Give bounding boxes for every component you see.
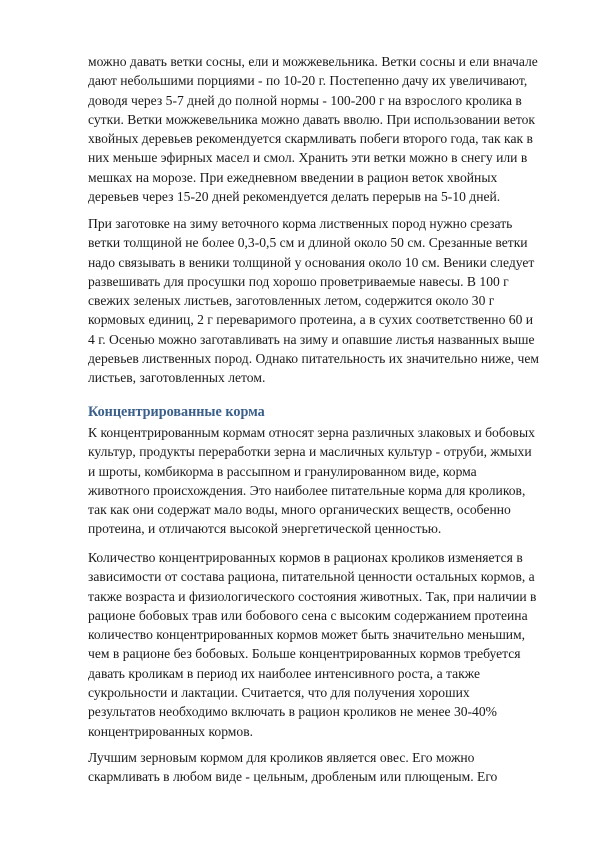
paragraph-line: так как они содержат мало воды, много органических веществ, особенно [88, 502, 511, 518]
paragraph-line: мешках на морозе. При ежедневном введении в рацион веток хвойных [88, 169, 498, 185]
paragraph-line: дают небольшими порциями - по 10-20 г. Постепенно дачу их увеличивают, [88, 73, 528, 89]
paragraph-line: Лучшим зерновым кормом для кроликов является овес. Его можно [88, 750, 475, 765]
paragraph-line: скармливать в любом виде - цельным, дробленым или плющеным. Его [88, 769, 498, 785]
paragraph-line: количество концентрированных кормов может быть значительно меньшим, [88, 627, 526, 643]
paragraph-line: результатов необходимо включать в рацион кроликов не менее 30-40% [88, 704, 497, 720]
paragraph-line: свежих зеленых листьев, заготовленных летом, содержится около 30 г [88, 293, 495, 309]
paragraph-line: 4 г. Осенью можно заготавливать на зиму и опавшие листья названных выше [88, 331, 535, 347]
paragraph-line: животного происхождения. Это наиболее питательные корма для кроликов, [88, 482, 526, 498]
paragraph-line: них меньше эфирных масел и смол. Хранить эти ветки можно в снегу или в [88, 150, 528, 166]
paragraph-line: листьев, заготовленных летом. [88, 370, 266, 386]
paragraph-line: При заготовке на зиму веточного корма лиственных пород нужно срезать [88, 216, 513, 231]
paragraph-line: К концентрированным кормам относят зерна различных злаковых и бобовых [88, 425, 535, 440]
paragraph-conifer-branches [88, 52, 538, 206]
paragraph-line: надо связывать в веники толщиной у основания около 10 см. Веники следует [88, 254, 535, 270]
paragraph-oats [88, 748, 538, 787]
paragraph-line: сукрольности и лактации. Считается, что для получения хороших [88, 685, 470, 701]
paragraph-deciduous-branches [88, 214, 538, 388]
paragraph-line: также возраста и физиологического состояния животных. Так, при наличии в [88, 588, 537, 604]
paragraph-line: кормовых единиц, 2 г переваримого протеина, а в сухих соответственно 60 и [88, 312, 534, 328]
paragraph-line: культур, продукты переработки зерна и масличных культур - отруби, жмыхи [88, 444, 532, 460]
paragraph-line: развешивать для просушки под хорошо проветриваемые навесы. В 100 г [88, 273, 509, 289]
paragraph-line: концентрированных кормов. [88, 723, 254, 739]
paragraph-line: доводя через 5-7 дней до полной нормы - 100-200 г на взрослого кролика в [88, 92, 522, 108]
paragraph-line: давать кроликам в период их наиболее интенсивного роста, а также [88, 665, 481, 681]
paragraph-line: деревьев через 15-20 дней рекомендуется делать перерыв на 5-10 дней. [88, 189, 501, 205]
paragraph-feed-amount [88, 548, 538, 741]
paragraph-line: зависимости от состава рациона, питательной ценности остальных кормов, а [88, 569, 535, 585]
paragraph-line: ветки толщиной не более 0,3-0,5 см и длиной около 50 см. Срезанные ветки [88, 235, 528, 251]
paragraph-line: сутки. Ветки можжевельника можно давать вволю. При использовании веток [88, 111, 536, 127]
paragraph-line: можно давать ветки сосны, ели и можжевельника. Ветки сосны и ели вначале [88, 54, 538, 69]
paragraph-line: протеина, и отличаются высокой энергетической ценностью. [88, 521, 442, 537]
paragraph-line: деревьев лиственных пород. Однако питательность их значительно ниже, чем [88, 351, 539, 367]
paragraph-line: рационе бобовых трав или бобового сена с высоким содержанием протеина [88, 607, 528, 623]
section-heading: Концентрированные корма [88, 404, 265, 420]
paragraph-concentrated-feeds [88, 423, 538, 539]
paragraph-line: Количество концентрированных кормов в рационах кроликов изменяется в [88, 550, 523, 565]
paragraph-line: и шроты, комбикорма в рассыпном и гранулированном виде, корма [88, 463, 477, 479]
paragraph-line: хвойных деревьев рекомендуется скармливать побеги второго года, так как в [88, 131, 533, 147]
paragraph-line: чем в рационе без бобовых. Больше концентрированных кормов требуется [88, 646, 521, 662]
